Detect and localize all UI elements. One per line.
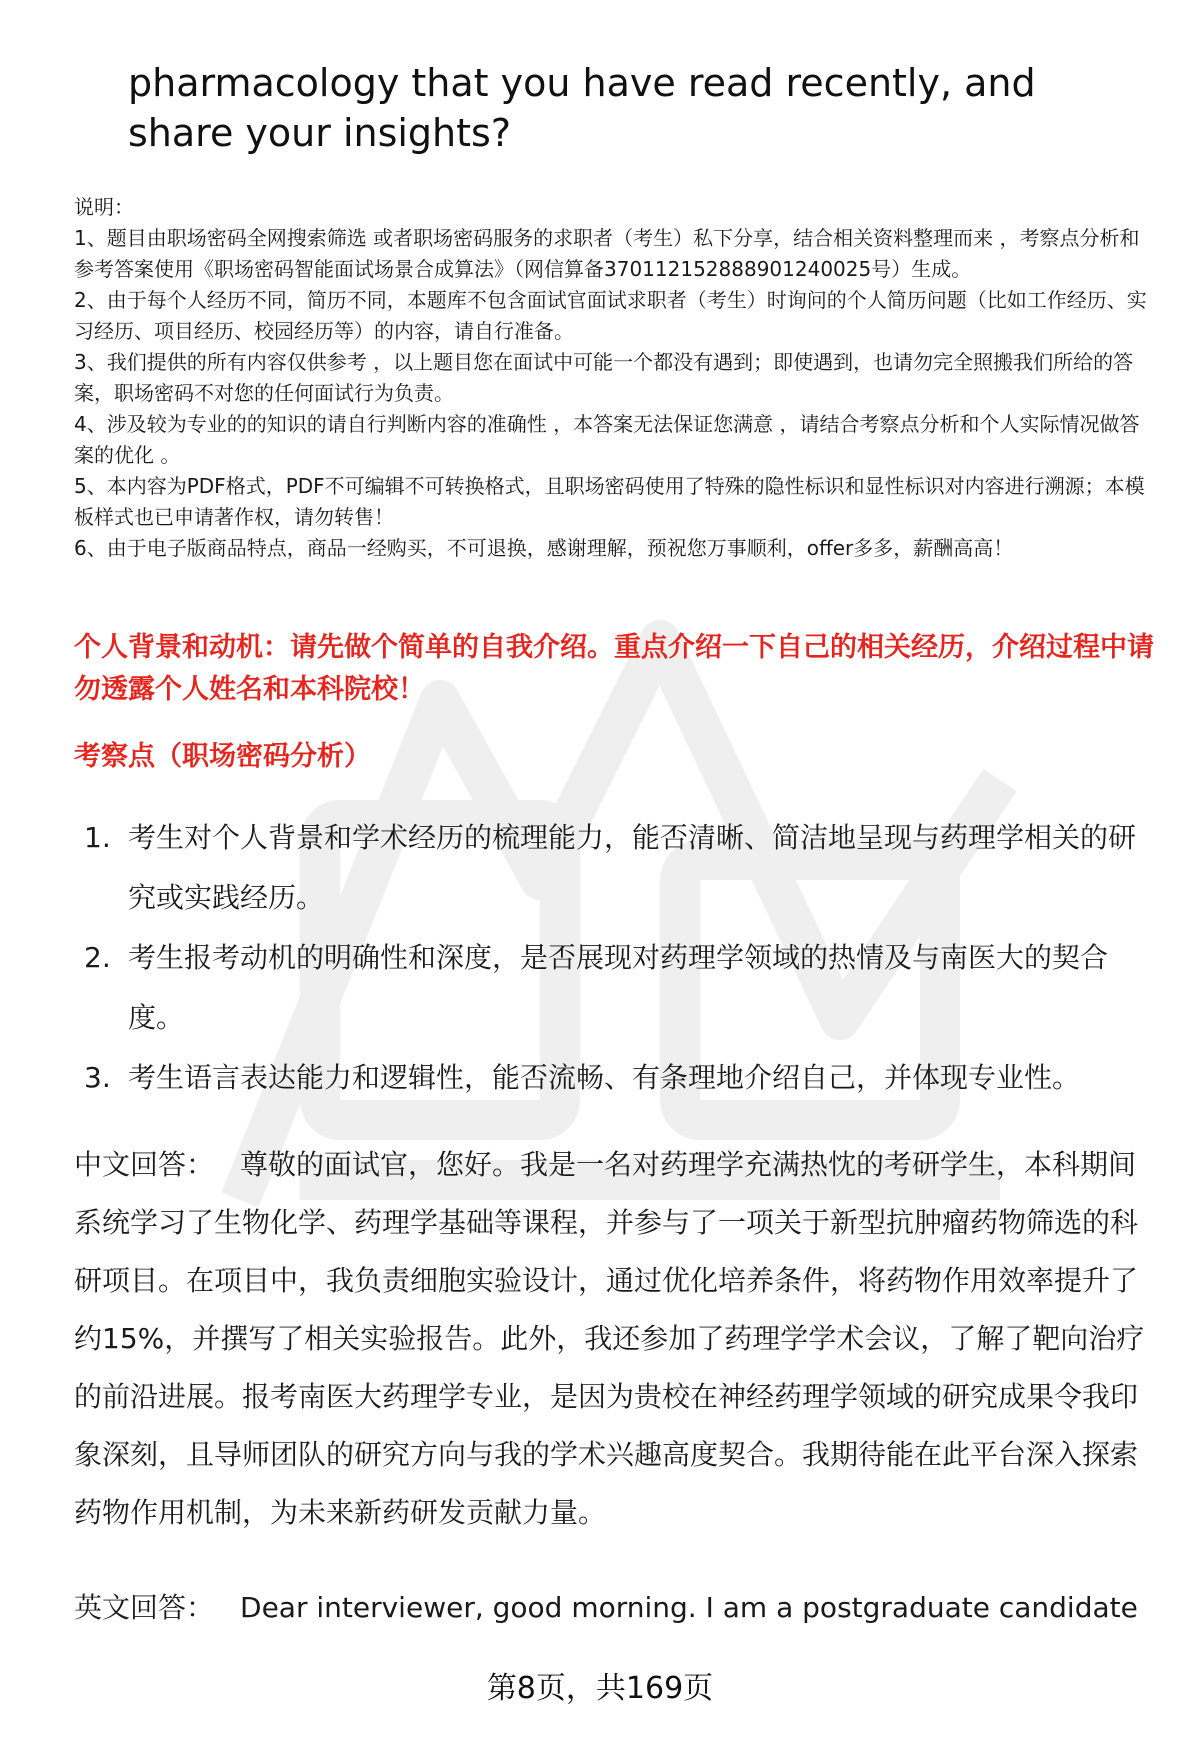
point-number: 2. <box>84 941 111 974</box>
analysis-points-list <box>74 808 1154 1108</box>
point-number: 1. <box>84 821 111 854</box>
chinese-answer <box>74 1136 1154 1542</box>
point-text: 考生语言表达能力和逻辑性，能否流畅、有条理地介绍自己，并体现专业性。 <box>128 1061 1081 1094</box>
notes-item: 4、涉及较为专业的的知识的请自行判断内容的准确性 ，本答案无法保证您满意 ，请结合考察点分析和个人实际情况做答案的优化 。 <box>74 412 1140 467</box>
interview-question: 个人背景和动机：请先做个简单的自我介绍。重点介绍一下自己的相关经历，介绍过程中请勿透露个人姓名和本科院校！ <box>74 632 1154 705</box>
chinese-answer-text: 尊敬的面试官，您好。我是一名对药理学充满热忱的考研学生，本科期间系统学习了生物化学、药理学基础等课程，并参与了一项关于新型抗肿瘤药物筛选的科研项目。在项目中，我负责细胞实验设计，通过优化培养条件，将药物作用效率提升了约15%，并撰写了相关实验报告。此外，我还参加了药理学学术会议，了解了靶向治疗的前沿进展。报考南医大药理学专业，是因为贵校在神经药理学领域的研究成果令我印象深刻，且导师团队的研究方向与我的学术兴趣高度契合。我期待能在此平台深入探索药物作用机制，为未来新药研发贡献力量。 <box>74 1148 1145 1529</box>
analysis-title: 考察点（职场密码分析） <box>74 741 371 772</box>
notes-section <box>74 192 1154 564</box>
point-text: 考生报考动机的明确性和深度，是否展现对药理学领域的热情及与南医大的契合度。 <box>128 941 1109 1034</box>
notes-item: 5、本内容为PDF格式，PDF不可编辑不可转换格式，且职场密码使用了特殊的隐性标识和显性标识对内容进行溯源；本模板样式也已申请著作权，请勿转售！ <box>74 474 1145 529</box>
english-answer <box>74 1579 1154 1637</box>
analysis-point <box>74 808 1154 928</box>
point-text: 考生对个人背景和学术经历的梳理能力，能否清晰、简洁地呈现与药理学相关的研究或实践经历。 <box>128 821 1137 914</box>
analysis-point <box>74 1048 1154 1108</box>
notes-item: 1、题目由职场密码全网搜索筛选 或者职场密码服务的求职者（考生）私下分享，结合相关资料整理而来 ，考察点分析和参考答案使用《职场密码智能面试场景合成算法》（网信算备370112152888901240025号）生成。 <box>74 226 1140 281</box>
english-answer-label: 英文回答： <box>74 1591 215 1624</box>
lead-question-text: pharmacology that you have read recently, and share your insights? <box>128 61 1036 155</box>
page-number: 第8页，共169页 <box>486 1671 714 1706</box>
english-answer-text: Dear interviewer, good morning. I am a postgraduate candidate <box>240 1591 1138 1624</box>
notes-item: 3、我们提供的所有内容仅供参考 ，以上题目您在面试中可能一个都没有遇到；即使遇到，也请勿完全照搬我们所给的答案，职场密码不对您的任何面试行为负责。 <box>74 350 1134 405</box>
point-number: 3. <box>84 1061 111 1094</box>
notes-heading: 说明： <box>74 195 134 219</box>
notes-item: 6、由于电子版商品特点，商品一经购买，不可退换，感谢理解，预祝您万事顺利，offer多多，薪酬高高！ <box>74 536 1014 560</box>
notes-item: 2、由于每个人经历不同，简历不同，本题库不包含面试官面试求职者（考生）时询问的个人简历问题（比如工作经历、实习经历、项目经历、校园经历等）的内容，请自行准备。 <box>74 288 1147 343</box>
chinese-answer-label: 中文回答： <box>74 1148 215 1181</box>
analysis-point <box>74 928 1154 1048</box>
